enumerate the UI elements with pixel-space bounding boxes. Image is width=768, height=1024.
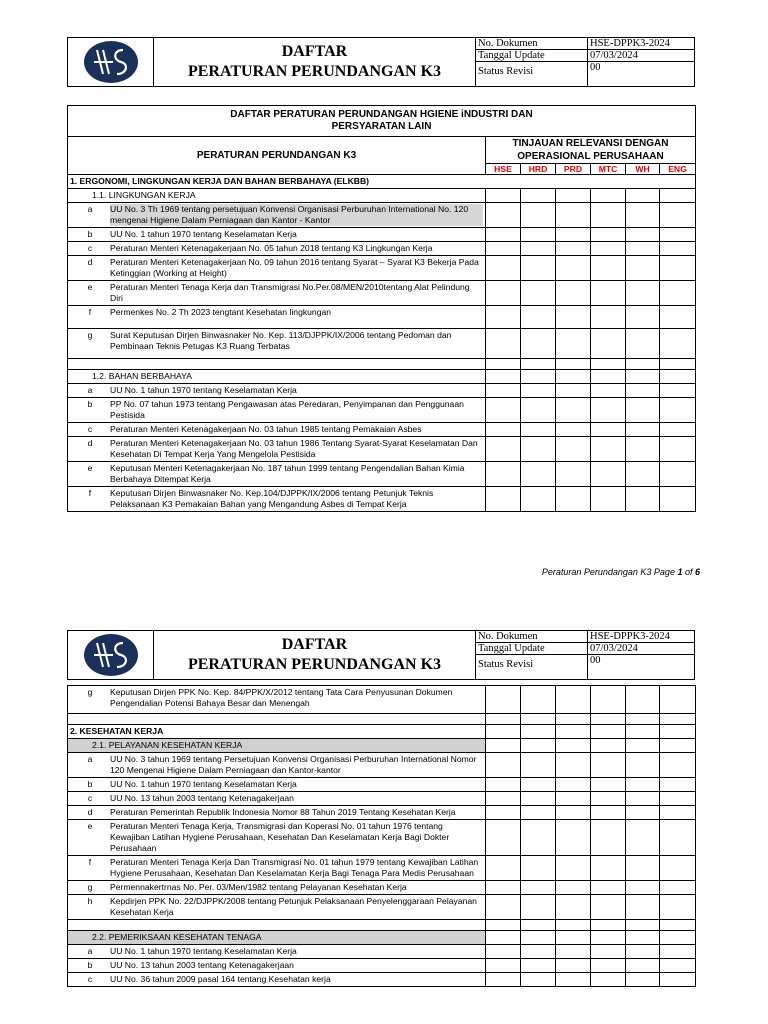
relevance-cell[interactable] — [660, 806, 696, 820]
relevance-cell[interactable] — [660, 306, 696, 329]
relevance-cell[interactable] — [626, 806, 660, 820]
relevance-cell[interactable] — [556, 895, 591, 920]
section-heading: 2. KESEHATAN KERJA — [68, 725, 486, 739]
relevance-cell[interactable] — [660, 820, 696, 856]
relevance-cell[interactable] — [660, 753, 696, 778]
relevance-cell[interactable] — [626, 384, 660, 398]
relevance-cell[interactable] — [486, 686, 521, 714]
page-number: 1 — [677, 567, 683, 577]
relevance-cell[interactable] — [626, 256, 660, 281]
relevance-cell[interactable] — [591, 806, 626, 820]
relevance-cell[interactable] — [591, 256, 626, 281]
item-letter: b — [87, 229, 93, 239]
regulation-text: Permenkes No. 2 Th 2023 tengtant Kesehatan lingkungan — [110, 307, 332, 317]
relevance-cell[interactable] — [521, 945, 556, 959]
subsection-heading: 2.2. PEMERIKSAAN KESEHATAN TENAGA — [68, 931, 486, 945]
relevance-cell[interactable] — [591, 384, 626, 398]
relevance-cell[interactable] — [556, 398, 591, 423]
doc-no-label: No. Dokumen — [476, 631, 588, 642]
item-letter: a — [87, 385, 93, 395]
update-value: 07/03/2024 — [590, 643, 638, 654]
relevance-cell[interactable] — [591, 895, 626, 920]
logo-cell — [68, 38, 154, 86]
relevance-cell[interactable] — [591, 398, 626, 423]
doc-no-label: No. Dokumen — [476, 38, 588, 49]
relevance-cell[interactable] — [626, 203, 660, 228]
regulation-text: Peraturan Menteri Tenaga Kerja Dan Transmigrasi No. 01 tahun 1979 tentang Kewajiban Latihan Hygiene Perusahaan, Kesehatan Dan Keselamatan Kerja Bagi Tenaga Para Medis Perusahaan — [110, 857, 479, 878]
relevance-cell[interactable] — [626, 792, 660, 806]
item-letter: d — [87, 257, 93, 267]
regulation-row — [68, 437, 696, 462]
relevance-cell[interactable] — [521, 881, 556, 895]
relevance-cell[interactable] — [521, 437, 556, 462]
relevance-cell[interactable] — [486, 806, 521, 820]
dept-prd: PRD — [556, 164, 591, 175]
doc-no-value: HSE-DPPK3-2024 — [590, 38, 670, 49]
dept-hrd: HRD — [521, 164, 556, 175]
relevance-cell[interactable] — [521, 329, 556, 359]
regulation-text: Keputusan Dirjen Binwasnaker No. Kep.104/DJPPK/IX/2006 tentang Petunjuk Teknis Pelaksanaan K3 Pemakaian Bahan yang Mengandung Asbes di Tempat Kerja — [110, 488, 434, 509]
document-meta — [476, 631, 694, 679]
relevance-cell[interactable] — [591, 778, 626, 792]
relevance-cell[interactable] — [521, 820, 556, 856]
relevance-cell[interactable] — [660, 384, 696, 398]
subsection-items — [68, 384, 696, 512]
relevance-cell[interactable] — [556, 437, 591, 462]
document-meta — [476, 38, 694, 86]
regulation-text: UU No. 3 tahun 1969 tentang Persetujuan Konvensi Organisasi Perburuhan International Nomor 120 Mengenai Higiene Dalam Perniagaan dan Kantor-kantor — [110, 754, 477, 775]
relevance-cell[interactable] — [660, 881, 696, 895]
regulation-text: UU No. 13 tahun 2003 tentang Ketenagakerjaan — [110, 793, 294, 803]
item-letter: b — [87, 399, 93, 409]
title-line-2: PERATURAN PERUNDANGAN K3 — [187, 656, 442, 673]
relevance-cell[interactable] — [486, 242, 521, 256]
document-header — [67, 37, 695, 87]
relevance-cell[interactable] — [591, 228, 626, 242]
relevance-cell[interactable] — [486, 792, 521, 806]
relevance-cell[interactable] — [556, 820, 591, 856]
regulation-text: Keputusan Dirjen PPK No. Kep. 84/PPK/X/2012 tentang Tata Cara Penyusunan Dokumen Pengendalian Potensi Bahaya Besar dan Menengah — [110, 687, 453, 708]
relevance-cell[interactable] — [556, 686, 591, 714]
relevance-cell[interactable] — [556, 792, 591, 806]
item-letter: e — [87, 282, 93, 292]
relevance-cell[interactable] — [556, 778, 591, 792]
relevance-cell[interactable] — [660, 686, 696, 714]
relevance-cell[interactable] — [486, 398, 521, 423]
regulation-text: Peraturan Pemerintah Republik Indonesia Nomor 88 Tahun 2019 Tentang Kesehatan Kerja — [110, 807, 456, 817]
regulation-text: Peraturan Menteri Ketenagakerjaan No. 03 tahun 1986 Tentang Syarat-Syarat Keselamatan Dan Kesehatan Di Tempat Kerja Yang Mengelola Pestisida — [110, 438, 478, 459]
relevance-cell[interactable] — [556, 228, 591, 242]
revision-label: Status Revisi — [476, 62, 588, 86]
regulation-row — [68, 281, 696, 306]
relevance-cell[interactable] — [626, 820, 660, 856]
relevance-cell[interactable] — [626, 329, 660, 359]
relevance-cell[interactable] — [486, 256, 521, 281]
relevance-cell[interactable] — [521, 242, 556, 256]
relevance-cell[interactable] — [556, 806, 591, 820]
relevance-cell[interactable] — [626, 437, 660, 462]
item-letter: a — [87, 204, 93, 214]
relevance-cell[interactable] — [521, 256, 556, 281]
regulation-text: PP No. 07 tahun 1973 tentang Pengawasan atas Peredaran, Penyimpanan dan Penggunaan Pestisida — [110, 399, 464, 420]
item-letter: c — [87, 243, 93, 253]
continued-item — [68, 686, 696, 714]
relevance-cell[interactable] — [626, 881, 660, 895]
page-footer: Peraturan Perundangan K3 Page 1 of 6 — [541, 567, 700, 577]
relevance-cell[interactable] — [521, 895, 556, 920]
relevance-cell[interactable] — [521, 462, 556, 487]
relevance-cell[interactable] — [521, 686, 556, 714]
relevance-cell[interactable] — [556, 959, 591, 973]
relevance-cell[interactable] — [660, 959, 696, 973]
regulation-table-page-2 — [67, 685, 696, 987]
relevance-cell[interactable] — [556, 945, 591, 959]
regulation-row — [68, 895, 696, 920]
item-letter: b — [87, 960, 93, 970]
relevance-cell[interactable] — [486, 329, 521, 359]
relevance-cell[interactable] — [556, 856, 591, 881]
relevance-cell[interactable] — [556, 281, 591, 306]
item-letter: g — [87, 330, 93, 340]
regulation-text: Peraturan Menteri Tenaga Kerja, Transmigrasi dan Koperasi No. 01 tahun 1976 tentang Kewajiban Latihan Hygiene Perusahaan, Kesehatan Dan Keselamatan Kerja Bagi Dokter Perusahaan — [110, 821, 450, 853]
relevance-cell[interactable] — [591, 203, 626, 228]
relevance-cell[interactable] — [660, 281, 696, 306]
regulation-row — [68, 806, 696, 820]
item-letter: c — [87, 974, 93, 984]
relevance-cell[interactable] — [591, 945, 626, 959]
regulation-row — [68, 203, 696, 228]
regulation-text: UU No. 1 tahun 1970 tentang Keselamatan Kerja — [110, 385, 297, 395]
regulation-row — [68, 753, 696, 778]
column-header-relevance: TINJAUAN RELEVANSI DENGAN OPERASIONAL PERUSAHAAN — [486, 137, 696, 164]
relevance-cell[interactable] — [521, 423, 556, 437]
relevance-cell[interactable] — [660, 792, 696, 806]
regulation-text: Permennakertrnas No. Per. 03/Men/1982 tentang Pelayanan Kesehatan Kerja — [110, 882, 407, 892]
relevance-cell[interactable] — [626, 281, 660, 306]
relevance-cell[interactable] — [591, 487, 626, 512]
relevance-cell[interactable] — [486, 820, 521, 856]
relevance-cell[interactable] — [591, 281, 626, 306]
relevance-cell[interactable] — [591, 423, 626, 437]
relevance-cell[interactable] — [660, 437, 696, 462]
relevance-cell[interactable] — [521, 398, 556, 423]
relevance-cell[interactable] — [521, 792, 556, 806]
regulation-text: UU No. 13 tahun 2003 tentang Ketenagakerjaan — [110, 960, 294, 970]
relevance-cell[interactable] — [660, 256, 696, 281]
subsection-heading: 2.1. PELAYANAN KESEHATAN KERJA — [68, 739, 486, 753]
relevance-cell[interactable] — [591, 959, 626, 973]
regulation-text: Peraturan Menteri Ketenagakerjaan No. 09 tahun 2016 tentang Syarat – Syarat K3 Bekerja Pada Ketinggian (Working at Height) — [110, 257, 479, 278]
item-letter: d — [87, 807, 93, 817]
relevance-cell[interactable] — [486, 973, 521, 987]
regulation-row — [68, 959, 696, 973]
subsection-heading: 1.1. LINGKUNGAN KERJA — [68, 189, 486, 203]
relevance-cell[interactable] — [556, 242, 591, 256]
relevance-cell[interactable] — [486, 856, 521, 881]
relevance-cell[interactable] — [626, 856, 660, 881]
dept-mtc: MTC — [591, 164, 626, 175]
relevance-cell[interactable] — [486, 753, 521, 778]
update-label: Tanggal Update — [476, 50, 588, 61]
relevance-cell[interactable] — [626, 228, 660, 242]
relevance-cell[interactable] — [521, 487, 556, 512]
relevance-cell[interactable] — [626, 423, 660, 437]
relevance-cell[interactable] — [591, 973, 626, 987]
revision-value: 00 — [590, 655, 601, 666]
regulation-row — [68, 487, 696, 512]
relevance-cell[interactable] — [486, 487, 521, 512]
page-total: 6 — [694, 567, 700, 577]
relevance-cell[interactable] — [660, 228, 696, 242]
update-value: 07/03/2024 — [590, 50, 638, 61]
relevance-cell[interactable] — [521, 228, 556, 242]
relevance-cell[interactable] — [660, 329, 696, 359]
relevance-cell[interactable] — [521, 306, 556, 329]
item-letter: a — [87, 754, 93, 764]
relevance-cell[interactable] — [660, 462, 696, 487]
relevance-cell[interactable] — [486, 423, 521, 437]
regulation-row — [68, 778, 696, 792]
title-line-1: DAFTAR — [281, 636, 348, 653]
relevance-cell[interactable] — [486, 945, 521, 959]
relevance-cell[interactable] — [626, 959, 660, 973]
regulation-row — [68, 945, 696, 959]
relevance-cell[interactable] — [626, 242, 660, 256]
relevance-cell[interactable] — [660, 856, 696, 881]
item-letter: b — [87, 779, 93, 789]
regulation-row — [68, 256, 696, 281]
relevance-cell[interactable] — [521, 384, 556, 398]
item-letter: f — [88, 488, 92, 498]
relevance-cell[interactable] — [556, 306, 591, 329]
regulation-table-page-1 — [67, 105, 696, 512]
regulation-row — [68, 384, 696, 398]
revision-value: 00 — [590, 62, 601, 73]
table-title: DAFTAR PERATURAN PERUNDANGAN HGIENE iNDUSTRI DAN PERSYARATAN LAIN — [68, 106, 696, 137]
relevance-cell[interactable] — [660, 423, 696, 437]
relevance-cell[interactable] — [486, 778, 521, 792]
regulation-row — [68, 228, 696, 242]
regulation-text: Keputusan Menteri Ketenagakerjaan No. 187 tahun 1999 tentang Pengendalian Bahan Kimia Berbahaya Ditempat Kerja — [110, 463, 465, 484]
relevance-cell[interactable] — [591, 881, 626, 895]
item-letter: g — [87, 687, 93, 697]
relevance-cell[interactable] — [521, 856, 556, 881]
relevance-cell[interactable] — [521, 973, 556, 987]
regulation-text: UU No. 1 tahun 1970 tentang Keselamatan Kerja — [110, 946, 297, 956]
regulation-row — [68, 686, 696, 714]
relevance-cell[interactable] — [521, 753, 556, 778]
regulation-row — [68, 881, 696, 895]
regulation-text: UU No. 36 tahun 2009 pasal 164 tentang Kesehatan kerja — [110, 974, 331, 984]
relevance-cell[interactable] — [626, 306, 660, 329]
regulation-row — [68, 329, 696, 359]
relevance-cell[interactable] — [556, 973, 591, 987]
relevance-cell[interactable] — [556, 462, 591, 487]
relevance-cell[interactable] — [660, 487, 696, 512]
regulation-text: Surat Keputusan Dirjen Binwasnaker No. Kep. 113/DJPPK/IX/2006 tentang Pedoman dan Pembinaan Teknis Petugas K3 Ruang Terbatas — [110, 330, 452, 351]
item-letter: c — [87, 793, 93, 803]
relevance-cell[interactable] — [591, 329, 626, 359]
update-label: Tanggal Update — [476, 643, 588, 654]
regulation-text: Peraturan Menteri Ketenagakerjaan No. 03 tahun 1985 tentang Pemakaian Asbes — [110, 424, 422, 434]
relevance-cell[interactable] — [486, 228, 521, 242]
dept-hse: HSE — [486, 164, 521, 175]
relevance-cell[interactable] — [521, 281, 556, 306]
relevance-cell[interactable] — [486, 437, 521, 462]
relevance-cell[interactable] — [660, 895, 696, 920]
item-letter: f — [88, 307, 92, 317]
company-logo-icon — [83, 40, 139, 84]
regulation-text: UU No. 1 tahun 1970 tentang Keselamatan Kerja — [110, 779, 297, 789]
relevance-cell[interactable] — [486, 959, 521, 973]
relevance-cell[interactable] — [521, 203, 556, 228]
regulation-row — [68, 973, 696, 987]
title-line-2: PERATURAN PERUNDANGAN K3 — [187, 63, 442, 80]
relevance-cell[interactable] — [591, 820, 626, 856]
relevance-cell[interactable] — [486, 895, 521, 920]
relevance-cell[interactable] — [486, 203, 521, 228]
regulation-row — [68, 423, 696, 437]
document-title — [154, 631, 476, 679]
relevance-cell[interactable] — [556, 203, 591, 228]
relevance-cell[interactable] — [521, 806, 556, 820]
relevance-cell[interactable] — [626, 398, 660, 423]
regulation-text: Peraturan Menteri Tenaga Kerja dan Transmigrasi No.Per.08/MEN/2010tentang Alat Pelindung Diri — [110, 282, 470, 303]
relevance-cell[interactable] — [486, 384, 521, 398]
relevance-cell[interactable] — [486, 306, 521, 329]
revision-label: Status Revisi — [476, 655, 588, 679]
item-letter: f — [88, 857, 92, 867]
relevance-cell[interactable] — [591, 437, 626, 462]
relevance-cell[interactable] — [486, 462, 521, 487]
relevance-cell[interactable] — [626, 945, 660, 959]
relevance-cell[interactable] — [521, 778, 556, 792]
regulation-text: Kepdirjen PPK No. 22/DJPPK/2008 tentang Petunjuk Pelaksanaan Penyelenggaraan Pelayanan Kesehatan Kerja — [110, 896, 477, 917]
regulation-row — [68, 242, 696, 256]
relevance-cell[interactable] — [660, 242, 696, 256]
document-header — [67, 630, 695, 680]
relevance-cell[interactable] — [556, 256, 591, 281]
document-page-2 — [0, 628, 768, 1024]
relevance-cell[interactable] — [591, 242, 626, 256]
regulation-text: UU No. 1 tahun 1970 tentang Keselamatan Kerja — [110, 229, 297, 239]
relevance-cell[interactable] — [556, 487, 591, 512]
relevance-cell[interactable] — [556, 753, 591, 778]
item-letter: h — [87, 896, 93, 906]
relevance-cell[interactable] — [591, 306, 626, 329]
regulation-row — [68, 820, 696, 856]
relevance-cell[interactable] — [556, 881, 591, 895]
regulation-row — [68, 792, 696, 806]
regulation-row — [68, 306, 696, 329]
relevance-cell[interactable] — [591, 792, 626, 806]
regulation-text: UU No. 3 Th 1969 tentang persetujuan Konvensi Organisasi Perburuhan International No. 120 mengenai Higiene Dalam Perniagaan dan Kantor - Kantor — [110, 204, 483, 226]
relevance-cell[interactable] — [486, 881, 521, 895]
regulation-row — [68, 462, 696, 487]
relevance-cell[interactable] — [556, 329, 591, 359]
document-title — [154, 38, 476, 86]
column-header-regulation: PERATURAN PERUNDANGAN K3 — [68, 137, 486, 175]
relevance-cell[interactable] — [626, 686, 660, 714]
subsection-heading: 1.2. BAHAN BERBAHAYA — [68, 370, 486, 384]
relevance-cell[interactable] — [660, 973, 696, 987]
relevance-cell[interactable] — [521, 959, 556, 973]
relevance-cell[interactable] — [556, 423, 591, 437]
subsection-items — [68, 753, 696, 920]
company-logo-icon — [83, 633, 139, 677]
relevance-cell[interactable] — [626, 778, 660, 792]
relevance-cell[interactable] — [626, 462, 660, 487]
relevance-cell[interactable] — [556, 384, 591, 398]
relevance-cell[interactable] — [660, 203, 696, 228]
regulation-row — [68, 856, 696, 881]
relevance-cell[interactable] — [591, 462, 626, 487]
regulation-text: Peraturan Menteri Ketenagakerjaan No. 05 tahun 2018 tentang K3 Lingkungan Kerja — [110, 243, 433, 253]
dept-eng: ENG — [660, 164, 696, 175]
item-letter: g — [87, 882, 93, 892]
doc-no-value: HSE-DPPK3-2024 — [590, 631, 670, 642]
relevance-cell[interactable] — [626, 753, 660, 778]
relevance-cell[interactable] — [626, 487, 660, 512]
title-line-1: DAFTAR — [281, 43, 348, 60]
relevance-cell[interactable] — [591, 856, 626, 881]
item-letter: a — [87, 946, 93, 956]
logo-cell — [68, 631, 154, 679]
relevance-cell[interactable] — [626, 973, 660, 987]
item-letter: e — [87, 463, 93, 473]
relevance-cell[interactable] — [486, 281, 521, 306]
relevance-cell[interactable] — [591, 686, 626, 714]
relevance-cell[interactable] — [660, 778, 696, 792]
relevance-cell[interactable] — [660, 398, 696, 423]
dept-wh: WH — [626, 164, 660, 175]
subsection-items — [68, 945, 696, 987]
regulation-row — [68, 398, 696, 423]
item-letter: e — [87, 821, 93, 831]
section-heading: 1. ERGONOMI, LINGKUNGAN KERJA DAN BAHAN BERBAHAYA (ELKBB) — [68, 175, 696, 189]
relevance-cell[interactable] — [660, 945, 696, 959]
relevance-cell[interactable] — [591, 753, 626, 778]
item-letter: c — [87, 424, 93, 434]
subsection-items — [68, 203, 696, 359]
relevance-cell[interactable] — [626, 895, 660, 920]
item-letter: d — [87, 438, 93, 448]
